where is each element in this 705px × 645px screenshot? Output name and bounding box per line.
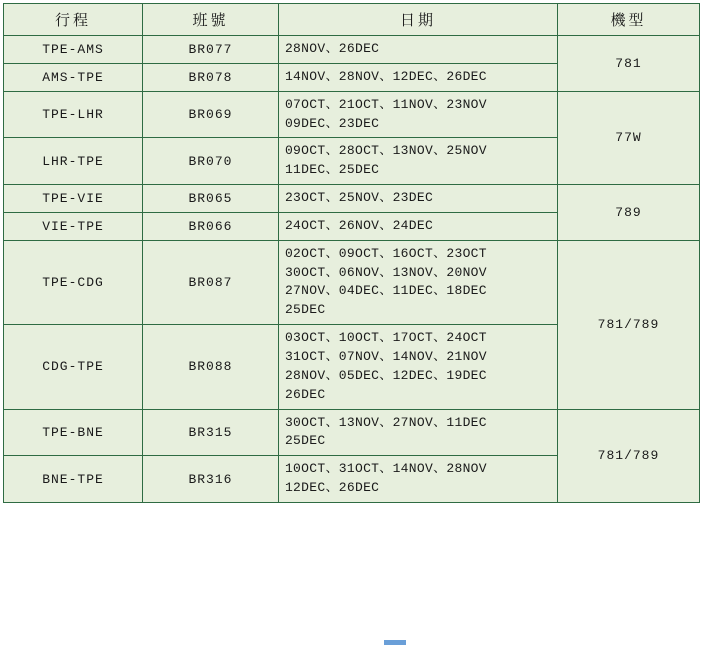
flight-schedule-sheet (0, 3, 705, 645)
date-line: 31OCT、07NOV、14NOV、21NOV (284, 348, 487, 364)
flight-schedule-table (3, 3, 700, 503)
date-line: 30OCT、06NOV、13NOV、20NOV (284, 264, 487, 280)
column-header-flight-number: 班號 (142, 4, 278, 36)
date-line: 02OCT、09OCT、16OCT、23OCT (284, 245, 487, 261)
column-header-route: 行程 (4, 4, 143, 36)
cell-dates (278, 456, 557, 503)
table-row (4, 185, 700, 213)
cell-flight-number: BR087 (142, 240, 278, 324)
column-header-date: 日期 (278, 4, 557, 36)
cell-flight-number: BR316 (142, 456, 278, 503)
cell-aircraft-type: 781 (557, 36, 699, 92)
bottom-scroll-strip (0, 639, 705, 645)
date-line: 28NOV、05DEC、12DEC、19DEC (284, 367, 487, 383)
date-line: 23OCT、25NOV、23DEC (284, 190, 434, 206)
cell-route: VIE-TPE (4, 212, 143, 240)
cell-dates (278, 212, 557, 240)
table-header (4, 4, 700, 36)
cell-dates (278, 240, 557, 324)
date-line: 07OCT、21OCT、11NOV、23NOV (284, 96, 487, 112)
table-header-row (4, 4, 700, 36)
cell-flight-number: BR066 (142, 212, 278, 240)
cell-route: AMS-TPE (4, 63, 143, 91)
cell-dates (278, 36, 557, 64)
table-row (4, 409, 700, 456)
cell-aircraft-type: 77W (557, 91, 699, 184)
cell-flight-number: BR077 (142, 36, 278, 64)
cell-dates (278, 63, 557, 91)
date-line: 09DEC、23DEC (284, 115, 380, 131)
cell-route: TPE-BNE (4, 409, 143, 456)
cell-aircraft-type: 781/789 (557, 240, 699, 409)
cell-route: TPE-LHR (4, 91, 143, 138)
date-line: 25DEC (284, 302, 326, 318)
cell-route: TPE-AMS (4, 36, 143, 64)
cell-dates (278, 138, 557, 185)
date-line: 12DEC、26DEC (284, 480, 380, 496)
table-body (4, 36, 700, 503)
cell-route: TPE-CDG (4, 240, 143, 324)
scroll-position-marker[interactable] (384, 640, 406, 645)
cell-dates (278, 185, 557, 213)
cell-flight-number: BR315 (142, 409, 278, 456)
cell-route: LHR-TPE (4, 138, 143, 185)
table-row (4, 91, 700, 138)
date-line: 24OCT、26NOV、24DEC (284, 217, 434, 233)
date-line: 26DEC (284, 386, 326, 402)
date-line: 10OCT、31OCT、14NOV、28NOV (284, 461, 487, 477)
cell-route: TPE-VIE (4, 185, 143, 213)
cell-flight-number: BR065 (142, 185, 278, 213)
table-row (4, 36, 700, 64)
date-line: 30OCT、13NOV、27NOV、11DEC (284, 414, 487, 430)
date-line: 11DEC、25DEC (284, 162, 380, 178)
cell-dates (278, 409, 557, 456)
cell-dates (278, 325, 557, 409)
cell-flight-number: BR088 (142, 325, 278, 409)
date-line: 27NOV、04DEC、11DEC、18DEC (284, 283, 487, 299)
cell-aircraft-type: 781/789 (557, 409, 699, 502)
date-line: 25DEC (284, 433, 326, 449)
cell-route: BNE-TPE (4, 456, 143, 503)
date-line: 14NOV、28NOV、12DEC、26DEC (284, 68, 487, 84)
cell-flight-number: BR069 (142, 91, 278, 138)
cell-route: CDG-TPE (4, 325, 143, 409)
table-row (4, 240, 700, 324)
date-line: 09OCT、28OCT、13NOV、25NOV (284, 143, 487, 159)
cell-dates (278, 91, 557, 138)
column-header-aircraft-type: 機型 (557, 4, 699, 36)
cell-flight-number: BR078 (142, 63, 278, 91)
cell-aircraft-type: 789 (557, 185, 699, 241)
cell-flight-number: BR070 (142, 138, 278, 185)
date-line: 03OCT、10OCT、17OCT、24OCT (284, 330, 487, 346)
date-line: 28NOV、26DEC (284, 41, 380, 56)
